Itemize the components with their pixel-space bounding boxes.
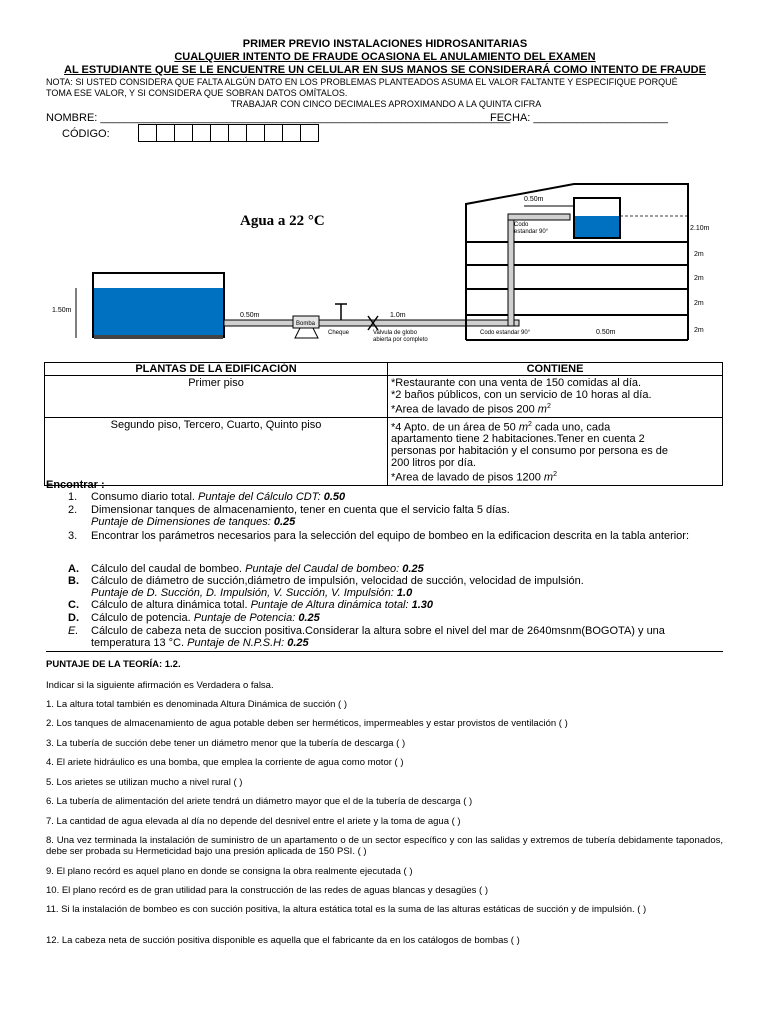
row1-line-c <box>391 401 719 416</box>
unit-m: m <box>537 403 547 416</box>
row2-line-b: apartamento tiene 2 habitaciones.Tener en cuenta 2 <box>391 433 645 446</box>
question-10: 10. El plano recórd es de gran utilidad para la construcción de las redes de aguas blancas y desagües ( ) <box>46 885 489 896</box>
row1-name: Primer piso <box>45 376 388 418</box>
diagram-title: Agua a 22 °C <box>240 213 325 229</box>
task-c-score: Puntaje de Altura dinámica total: <box>250 599 412 611</box>
table-header-row <box>45 363 723 376</box>
task-d-val: 0.25 <box>298 612 320 624</box>
theory-intro: Indicar si la siguiente afirmación es Verdadera o falsa. <box>46 680 274 691</box>
building-outline <box>466 184 688 340</box>
task-1-desc: Consumo diario total. <box>91 491 198 503</box>
task-2-score: Puntaje de Dimensiones de tanques: <box>91 516 274 528</box>
unit-m: m <box>543 471 554 484</box>
row2-content <box>388 417 723 485</box>
unit-exp: 2 <box>546 403 551 410</box>
task-a <box>46 563 726 575</box>
pump-base <box>295 328 318 338</box>
valve-label-1: Valvula de globo <box>373 330 417 336</box>
task-1-val: 0.50 <box>323 491 346 503</box>
task-c-num: C. <box>68 599 79 611</box>
lower-tank-water <box>94 288 223 336</box>
task-b-score: Puntaje de D. Succión, D. Impulsión, V. Succión, V. Impulsión: <box>91 587 397 599</box>
unit-exp: 2 <box>553 471 557 479</box>
task-e-score: Puntaje de N.P.S.H: <box>187 637 288 649</box>
code-cell[interactable] <box>301 125 318 141</box>
task-d-desc: Cálculo de potencia. <box>91 612 194 624</box>
top-width-label: 0.50m <box>524 196 544 203</box>
row2-line-d: 200 litros por día. <box>391 457 476 470</box>
code-cell[interactable] <box>283 125 301 141</box>
row1-line-b: *2 baños públicos, con un servicio de 10 horas al día. <box>391 389 652 401</box>
task-1-score: Puntaje del Cálculo CDT: <box>198 491 324 503</box>
code-cell[interactable] <box>193 125 211 141</box>
plantas-table <box>44 362 723 486</box>
question-6: 6. La tubería de alimentación del ariete tendrá un diámetro mayor que el de la tubería de descarga ( ) <box>46 796 473 807</box>
fraud-warning: CUALQUIER INTENTO DE FRAUDE OCASIONA EL ANULAMIENTO DEL EXAMEN <box>174 51 596 63</box>
question-4: 4. El ariete hidráulico es una bomba, que emplea la corriente de agua como motor ( ) <box>46 757 404 768</box>
task-2-desc: Dimensionar tanques de almacenamiento, tener en cuenta que el servicio falta 5 días. <box>91 504 510 516</box>
row2-line-a <box>391 419 719 434</box>
task-2-num: 2. <box>68 504 78 516</box>
height-label-3: 2m <box>694 275 704 282</box>
task-b-val: 1.0 <box>396 587 413 599</box>
nombre-field[interactable]: NOMBRE: ___________________________________________________________________ <box>46 112 511 124</box>
task-c-val: 1.30 <box>411 599 434 611</box>
task-1-num: 1. <box>68 491 78 503</box>
task-a-val: 0.25 <box>402 563 424 575</box>
task-3-desc: Encontrar los parámetros necesarios para la selección del equipo de bombeo en la edificacion descrita en la tabla anterior: <box>91 530 690 542</box>
section-divider <box>46 651 723 652</box>
task-2-text <box>91 504 726 528</box>
code-cell[interactable] <box>229 125 247 141</box>
task-e <box>46 625 726 649</box>
question-11: 11. Si la instalación de bombeo es con succión positiva, la altura estática total es la suma de las alturas estáticas de succión y de impulsión. ( ) <box>46 904 647 915</box>
task-b-text <box>91 575 726 599</box>
task-a-num: A. <box>68 563 79 575</box>
task-b-desc: Cálculo de diámetro de succión,diámetro de impulsión, velocidad de succión, velocidad de impulsión. <box>91 575 584 587</box>
lower-tank-base <box>94 335 223 339</box>
task-a-score: Puntaje del Caudal de bombeo: <box>245 563 403 575</box>
row2-apto-text: *4 Apto. de un área de 50 <box>391 421 519 434</box>
row1-area-text: *Area de lavado de pisos 200 <box>391 403 538 416</box>
codigo-label: CÓDIGO: <box>62 128 110 140</box>
pump-label: Bomba <box>296 321 316 327</box>
task-1 <box>46 491 726 503</box>
task-e-num: E. <box>68 625 79 637</box>
encontrar-title: Encontrar : <box>46 479 105 491</box>
task-e-val: 0.25 <box>287 637 309 649</box>
pipe-label-1: 0.50m <box>240 312 260 319</box>
height-label-5: 2m <box>694 327 704 334</box>
task-a-desc: Cálculo del caudal de bombeo. <box>91 563 246 575</box>
upper-tank-water <box>575 216 619 237</box>
row2-name: Segundo piso, Tercero, Cuarto, Quinto piso <box>45 417 388 485</box>
pipe-label-3: 0.50m <box>596 329 616 336</box>
top-pipe <box>508 214 570 220</box>
unit-m: m <box>518 421 528 434</box>
impulsion-pipe <box>319 320 519 326</box>
task-b <box>46 575 726 599</box>
phone-warning: AL ESTUDIANTE QUE SE LE ENCUENTRE UN CELULAR EN SUS MANOS SE CONSIDERARÁ COMO INTENTO DE FRAUDE <box>64 64 706 76</box>
question-1: 1. La altura total también es denominada Altura Dinámica de succión ( ) <box>46 699 347 710</box>
valve-label-2: abierta por completo <box>373 337 428 343</box>
row1-content <box>388 376 723 418</box>
question-7: 7. La cantidad de agua elevada al día no depende del desnivel entre el ariete y la toma de agua ( ) <box>46 816 461 827</box>
pipe-label-2: 1.0m <box>390 312 406 319</box>
code-cell[interactable] <box>157 125 175 141</box>
cheque-label: Cheque <box>328 330 350 336</box>
note-line-2: TOMA ESE VALOR, Y SI CONSIDERA QUE SOBRAN DATOS OMÍTALOS. <box>46 88 348 98</box>
unit-exp: 2 <box>528 420 532 428</box>
question-12: 12. La cabeza neta de succión positiva disponible es aquella que el fabricante da en los catálogos de bombas ( ) <box>46 935 520 946</box>
note-line-1: NOTA: SI USTED CONSIDERA QUE FALTA ALGÚN DATO EN LOS PROBLEMAS PLANTEADOS ASUMA EL VALOR FALTANTE Y ESPECIFIQUE PORQUÉ <box>46 77 678 87</box>
task-c <box>46 599 726 611</box>
question-8: 8. Una vez terminada la instalación de suministro de un apartamento o de un sector específico y con las salidas y extremos de tubería debidamente taponados, debe ser probada su Hermeticidad bajo una presión aplicada de 150 PSI. ( ) <box>46 835 723 857</box>
task-d-text <box>91 612 726 624</box>
task-1-text <box>91 491 726 503</box>
task-e-desc: Cálculo de cabeza neta de succion positiva.Considerar la altura sobre el nivel del mar de 2640msnm(BOGOTA) y una temperatura 13 °C. <box>91 625 665 649</box>
elbow-label-2a: Codo <box>514 222 529 228</box>
row2-area-text: *Area de lavado de pisos 1200 <box>391 471 544 484</box>
fecha-field[interactable]: FECHA: ______________________ <box>490 112 668 124</box>
row2-apto-tail: cada uno, cada <box>531 421 611 434</box>
note-line-3: TRABAJAR CON CINCO DECIMALES APROXIMANDO A LA QUINTA CIFRA <box>230 99 542 109</box>
suction-pipe <box>224 320 298 326</box>
task-2 <box>46 504 726 528</box>
task-2-val: 0.25 <box>273 516 296 528</box>
task-b-num: B. <box>68 575 79 587</box>
question-3: 3. La tubería de succión debe tener un diámetro menor que la tubería de descarga ( ) <box>46 738 406 749</box>
codigo-boxes[interactable] <box>138 124 319 142</box>
task-d-num: D. <box>68 612 79 624</box>
code-cell[interactable] <box>139 125 157 141</box>
code-cell[interactable] <box>265 125 283 141</box>
code-cell[interactable] <box>211 125 229 141</box>
task-d-score: Puntaje de Potencia: <box>193 612 299 624</box>
table-row <box>45 417 723 485</box>
height-label-2: 2m <box>694 251 704 258</box>
height-label-top: 2.10m <box>690 225 710 232</box>
pumping-diagram <box>38 180 728 360</box>
elbow-label-2b: estandar 90° <box>514 229 549 235</box>
question-2: 2. Los tanques de almacenamiento de agua potable deben ser herméticos, impermeables y estar provistos de ventilación ( ) <box>46 718 568 729</box>
elbow-label-1: Codo estandar 90° <box>480 330 531 336</box>
task-a-text <box>91 563 726 575</box>
row2-line-c: personas por habitación y el consumo por persona es de <box>391 445 669 458</box>
col-contiene-header: CONTIENE <box>388 363 723 376</box>
task-3-num: 3. <box>68 530 78 542</box>
code-cell[interactable] <box>175 125 193 141</box>
table-row <box>45 376 723 418</box>
row1-line-a: *Restaurante con una venta de 150 comidas al día. <box>391 377 642 389</box>
task-d <box>46 612 726 624</box>
code-cell[interactable] <box>247 125 265 141</box>
task-c-text <box>91 599 726 611</box>
col-plantas-header: PLANTAS DE LA EDIFICACIÓN <box>45 363 388 376</box>
task-e-text <box>91 625 726 649</box>
exam-title: PRIMER PREVIO INSTALACIONES HIDROSANITARIAS <box>242 38 528 50</box>
left-height-label: 1.50m <box>52 307 72 314</box>
question-9: 9. El plano recórd es aquel plano en donde se consigna la obra realmente ejecutada ( ) <box>46 866 413 877</box>
question-5: 5. Los arietes se utilizan mucho a nivel rural ( ) <box>46 777 243 788</box>
task-3 <box>46 530 726 554</box>
height-label-4: 2m <box>694 300 704 307</box>
task-c-desc: Cálculo de altura dinámica total. <box>91 599 251 611</box>
theory-title: PUNTAJE DE LA TEORÍA: 1.2. <box>46 659 181 670</box>
